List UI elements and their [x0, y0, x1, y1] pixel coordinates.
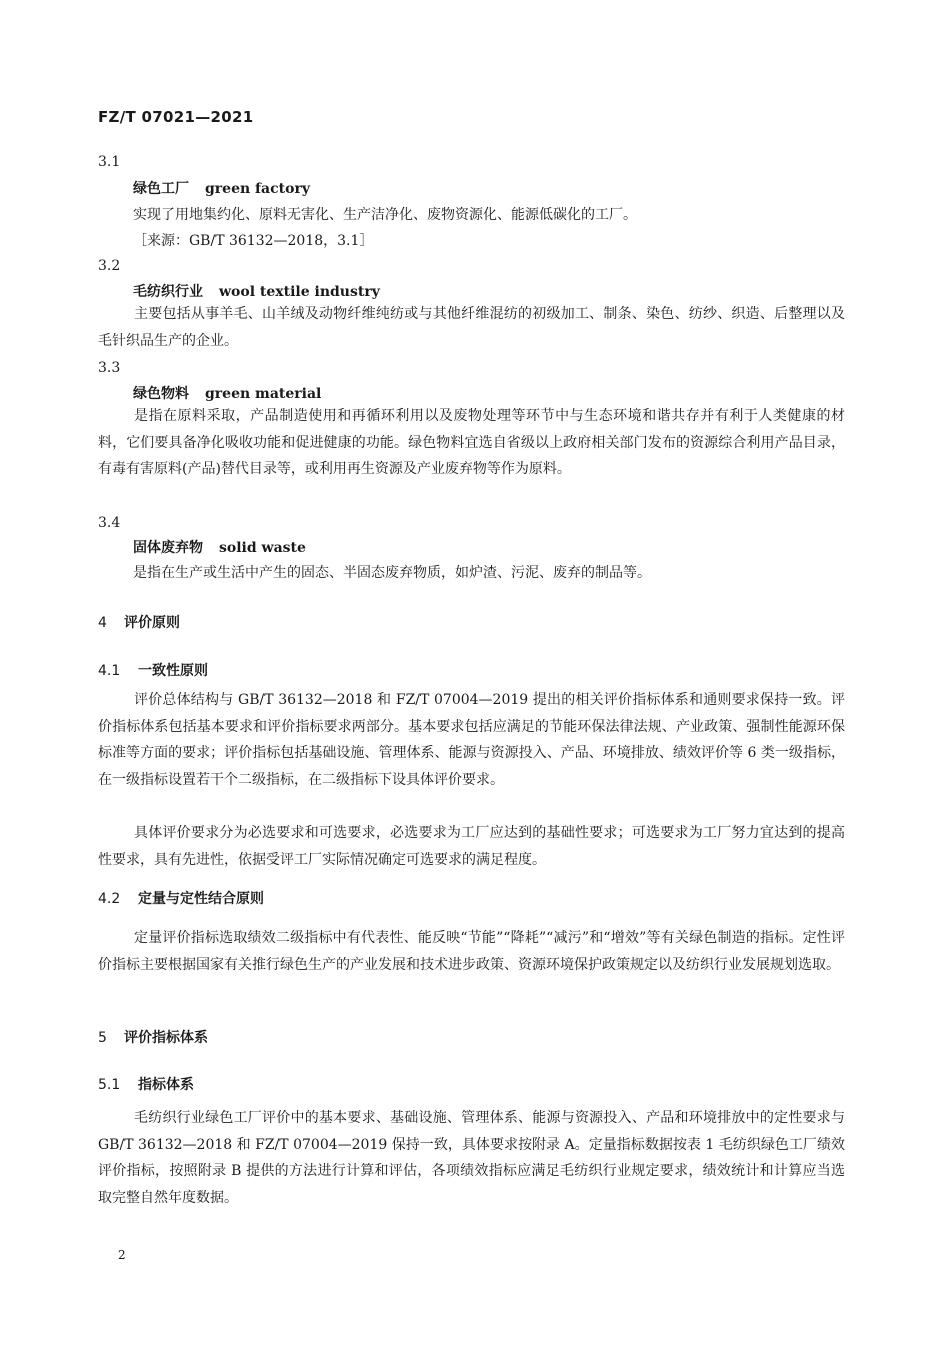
subsection-heading: [98, 889, 264, 909]
term-title: [133, 282, 380, 302]
term-definition: 实现了用地集约化、原料无害化、生产洁净化、废物资源化、能源低碳化的工厂。: [133, 207, 637, 223]
term-title: [133, 179, 310, 199]
term-definition: 是指在原料采取，产品制造使用和再循环利用以及废物处理等环节中与生态环境和谐共存并有利于人类健康的材料，它们要具备净化吸收功能和促进健康的功能。绿色物料宜选自省级以上政府相关部门发布的资源综合利用产品目录，有毒有害原料(产品)替代目录等，或利用再生资源及产业废弃物等作为原料。: [98, 408, 845, 477]
subsection-heading: [98, 1075, 194, 1095]
term-en: wool textile industry: [219, 284, 380, 300]
subsection-title: 指标体系: [138, 1077, 194, 1093]
term-en: green material: [205, 386, 322, 402]
subsection-number: 5.1: [98, 1077, 121, 1093]
standard-number: FZ/T 07021—2021: [98, 108, 254, 126]
term-number: 3.2: [98, 258, 121, 274]
term-definition: 主要包括从事羊毛、山羊绒及动物纤维纯纺或与其他纤维混纺的初级加工、制条、染色、纺纱、织造、后整理以及毛针织品生产的企业。: [98, 306, 845, 349]
term-title: [133, 384, 321, 404]
term-definition: 是指在生产或生活中产生的固态、半固态废弃物质，如炉渣、污泥、废弃的制品等。: [133, 565, 651, 581]
page-number: 2: [118, 1248, 126, 1262]
subsection-number: 4.1: [98, 663, 121, 679]
subsection-number: 4.2: [98, 891, 121, 907]
paragraph: 具体评价要求分为必选要求和可选要求，必选要求为工厂应达到的基础性要求；可选要求为工厂努力宜达到的提高性要求，具有先进性，依据受评工厂实际情况确定可选要求的满足程度。: [98, 825, 845, 868]
paragraph: 定量评价指标选取绩效二级指标中有代表性、能反映“节能”“降耗”“减污”和“增效”等有关绿色制造的指标。定性评价指标主要根据国家有关推行绿色生产的产业发展和技术进步政策、资源环境保护政策规定以及纺织行业发展规划选取。: [98, 930, 845, 973]
term-zh: 绿色物料: [133, 386, 189, 402]
section-heading: [98, 1028, 208, 1048]
section-title: 评价指标体系: [124, 1030, 208, 1046]
term-number: 3.3: [98, 360, 121, 376]
term-en: solid waste: [219, 540, 306, 556]
term-source: ［来源：GB/T 36132—2018，3.1］: [133, 233, 374, 249]
section-heading: [98, 613, 180, 633]
term-zh: 固体废弃物: [133, 540, 203, 556]
term-number: 3.4: [98, 515, 121, 531]
subsection-title: 定量与定性结合原则: [138, 891, 264, 907]
term-en: green factory: [205, 181, 310, 197]
subsection-heading: [98, 661, 208, 681]
paragraph: 毛纺织行业绿色工厂评价中的基本要求、基础设施、管理体系、能源与资源投入、产品和环境排放中的定性要求与 GB/T 36132—2018 和 FZ/T 07004—2019 保持一致，具体要求按附录 A。定量指标数据按表 1 毛纺织绿色工厂绩效评价指标，按照附录 B 提供的方法进行计算和评估，各项绩效指标应满足毛纺织行业规定要求，绩效统计和计算应当选取完整自然年度数据。: [98, 1110, 845, 1206]
section-title: 评价原则: [124, 615, 180, 631]
term-number: 3.1: [98, 154, 121, 170]
section-number: 5: [98, 1030, 107, 1046]
paragraph: 评价总体结构与 GB/T 36132—2018 和 FZ/T 07004—2019 提出的相关评价指标体系和通则要求保持一致。评价指标体系包括基本要求和评价指标要求两部分。基本要求包括应满足的节能环保法律法规、产业政策、强制性能源环保标准等方面的要求；评价指标包括基础设施、管理体系、能源与资源投入、产品、环境排放、绩效评价等 6 类一级指标，在一级指标设置若干个二级指标，在二级指标下设具体评价要求。: [98, 692, 845, 788]
term-title: [133, 538, 306, 558]
subsection-title: 一致性原则: [138, 663, 208, 679]
section-number: 4: [98, 615, 107, 631]
term-zh: 绿色工厂: [133, 181, 189, 197]
term-zh: 毛纺织行业: [133, 284, 203, 300]
